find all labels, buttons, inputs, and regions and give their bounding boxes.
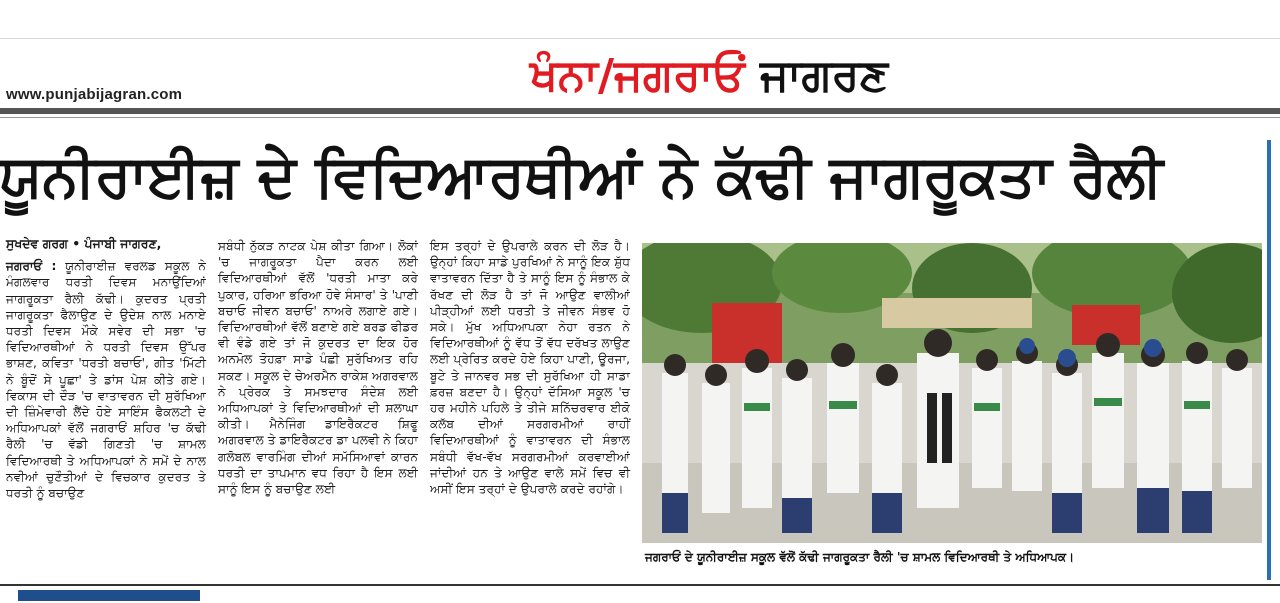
- page-edge-accent: [1267, 140, 1271, 580]
- photo-caption: ਜਗਰਾਓਂ ਦੇ ਯੂਨੀਰਾਈਜ਼ ਸਕੂਲ ਵੱਲੋਂ ਕੱਢੀ ਜਾਗਰੂਕਤਾ ਰੈਲੀ 'ਚ ਸ਼ਾਮਲ ਵਿਦਿਆਰਥੀ ਤੇ ਅਧਿਆਪਕ।: [645, 550, 1075, 564]
- article-column-1: [6, 236, 206, 501]
- top-margin: [0, 0, 1280, 39]
- next-section-tab: [18, 590, 200, 601]
- article-dateline: ਜਗਰਾਓਂ :: [6, 259, 57, 274]
- masthead-paper-name: ਜਾਗਰਣ: [760, 50, 888, 101]
- masthead-rule: [0, 108, 1280, 114]
- masthead: [530, 48, 888, 104]
- article-column-2: [218, 238, 418, 497]
- rally-photo-illustration: [642, 243, 1262, 543]
- article-byline: ਸੁਖਦੇਵ ਗਰਗ • ਪੰਜਾਬੀ ਜਾਗਰਣ,: [6, 236, 162, 251]
- rally-photo: [642, 243, 1262, 543]
- article-body-column-2: ਸਬੰਧੀ ਨੁੱਕੜ ਨਾਟਕ ਪੇਸ਼ ਕੀਤਾ ਗਿਆ। ਲੋਕਾਂ 'ਚ ਜਾਗਰੂਕਤਾ ਪੈਦਾ ਕਰਨ ਲਈ ਵਿਦਿਆਰਥੀਆਂ ਵੱਲੋਂ 'ਧਰਤੀ ਮਾਤਾ ਕਰੇ ਪੁਕਾਰ, ਹਰਿਆ ਭਰਿਆ ਹੋਵੇ ਸੰਸਾਰ' ਤੇ 'ਪਾਣੀ ਬਚਾਓ ਜੀਵਨ ਬਚਾਓ' ਨਾਅਰੇ ਲਗਾਏ ਗਏ। ਵਿਦਿਆਰਥੀਆਂ ਵੱਲੋਂ ਬਣਾਏ ਗਏ ਬਰਡ ਫੀਡਰ ਵੀ ਵੰਡੇ ਗਏ ਤਾਂ ਜੋ ਕੁਦਰਤ ਦਾ ਇਕ ਹੋਰ ਅਨਮੋਲ ਤੋਹਫ਼ਾ ਸਾਡੇ ਪੰਛੀ ਸੁਰੱਖਿਅਤ ਰਹਿ ਸਕਣ। ਸਕੂਲ ਦੇ ਚੇਅਰਮੈਨ ਰਾਕੇਸ਼ ਅਗਰਵਾਲ ਨੇ ਪ੍ਰੇਰਕ ਤੇ ਸਮਝਦਾਰ ਸੰਦੇਸ਼ ਲਈ ਅਧਿਆਪਕਾਂ ਤੇ ਵਿਦਿਆਰਥੀਆਂ ਦੀ ਸ਼ਲਾਘਾ ਕੀਤੀ। ਮੈਨੇਜਿੰਗ ਡਾਇਰੈਕਟਰ ਸ਼ਿਫੂ ਅਗਰਵਾਲ ਤੇ ਡਾਇਰੈਕਟਰ ਡਾ ਪਲਵੀ ਨੇ ਕਿਹਾ ਗਲੋਬਲ ਵਾਰਮਿੰਗ ਦੀਆਂ ਸਮੱਸਿਆਵਾਂ ਕਾਰਨ ਧਰਤੀ ਦਾ ਤਾਪਮਾਨ ਵਧ ਰਿਹਾ ਹੈ ਇਸ ਲਈ ਸਾਨੂੰ ਇਸ ਨੂੰ ਬਚਾਉਣ ਲਈ: [218, 239, 418, 497]
- masthead-thin-rule: [0, 117, 1280, 118]
- masthead-city: ਖੰਨਾ/ਜਗਰਾਓਂ: [530, 50, 745, 101]
- website-url[interactable]: www.punjabijagran.com: [6, 86, 183, 103]
- article-column-3: [430, 238, 630, 497]
- article-headline: ਯੂਨੀਰਾਈਜ਼ ਦੇ ਵਿਦਿਆਰਥੀਆਂ ਨੇ ਕੱਢੀ ਜਾਗਰੂਕਤਾ ਰੈਲੀ: [0, 142, 1163, 210]
- article-body-column-3: ਇਸ ਤਰ੍ਹਾਂ ਦੇ ਉਪਰਾਲੇ ਕਰਨ ਦੀ ਲੋੜ ਹੈ। ਉਨ੍ਹਾਂ ਕਿਹਾ ਸਾਡੇ ਪੁਰਖਿਆਂ ਨੇ ਸਾਨੂੰ ਇਕ ਸ਼ੁੱਧ ਵਾਤਾਵਰਨ ਦਿੱਤਾ ਹੈ ਤੇ ਸਾਨੂੰ ਇਸ ਨੂੰ ਸੰਭਾਲ ਕੇ ਰੱਖਣ ਦੀ ਲੋੜ ਹੈ ਤਾਂ ਜੋ ਆਉਣ ਵਾਲੀਆਂ ਪੀੜ੍ਹੀਆਂ ਲਈ ਧਰਤੀ ਤੇ ਜੀਵਨ ਸੰਭਵ ਹੋ ਸਕੇ। ਮੁੱਖ ਅਧਿਆਪਕਾ ਨੇਹਾ ਰਤਨ ਨੇ ਵਿਦਿਆਰਥੀਆਂ ਨੂੰ ਵੱਧ ਤੋਂ ਵੱਧ ਦਰੱਖਤ ਲਾਉਣ ਲਈ ਪ੍ਰੇਰਿਤ ਕਰਦੇ ਹੋਏ ਕਿਹਾ ਪਾਣੀ, ਊਰਜਾ, ਬੂਟੇ ਤੇ ਜਾਨਵਰ ਸਭ ਦੀ ਸੁਰੱਖਿਆ ਹੀ ਸਾਡਾ ਫ਼ਰਜ਼ ਬਣਦਾ ਹੈ। ਉਨ੍ਹਾਂ ਦੱਸਿਆ ਸਕੂਲ 'ਚ ਹਰ ਮਹੀਨੇ ਪਹਿਲੇ ਤੇ ਤੀਜੇ ਸ਼ਨਿੱਚਰਵਾਰ ਈਕੋ ਕਲੱਬ ਦੀਆਂ ਸਰਗਰਮੀਆਂ ਰਾਹੀਂ ਵਿਦਿਆਰਥੀਆਂ ਨੂੰ ਵਾਤਾਵਰਨ ਦੀ ਸੰਭਾਲ ਸਬੰਧੀ ਵੱਖ-ਵੱਖ ਸਰਗਰਮੀਆਂ ਕਰਵਾਈਆਂ ਜਾਂਦੀਆਂ ਹਨ ਤੇ ਆਉਣ ਵਾਲੇ ਸਮੇਂ ਵਿਚ ਵੀ ਅਸੀਂ ਇਸ ਤਰ੍ਹਾਂ ਦੇ ਉਪਰਾਲੇ ਕਰਦੇ ਰਹਾਂਗੇ।: [430, 239, 630, 497]
- article-body-column-1: ਯੂਨੀਰਾਈਜ਼ ਵਰਲਡ ਸਕੂਲ ਨੇ ਮੰਗਲਵਾਰ ਧਰਤੀ ਦਿਵਸ ਮਨਾਉਂਦਿਆਂ ਜਾਗਰੂਕਤਾ ਰੈਲੀ ਕੱਢੀ। ਕੁਦਰਤ ਪ੍ਰਤੀ ਜਾਗਰੂਕਤਾ ਫੈਲਾਉਣ ਦੇ ਉਦੇਸ਼ ਨਾਲ ਮਨਾਏ ਧਰਤੀ ਦਿਵਸ ਮੌਕੇ ਸਵੇਰ ਦੀ ਸਭਾ 'ਚ ਵਿਦਿਆਰਥੀਆਂ ਨੇ ਧਰਤੀ ਦਿਵਸ ਉੱਪਰ ਭਾਸ਼ਣ, ਕਵਿਤਾ 'ਧਰਤੀ ਬਚਾਓ', ਗੀਤ 'ਮਿੱਟੀ ਨੇ ਬੂੰਦੋਂ ਸੇ ਪੂਛਾ' ਤੇ ਡਾਂਸ ਪੇਸ਼ ਕੀਤੇ ਗਏ। ਵਿਕਾਸ ਦੀ ਦੌੜ 'ਚ ਵਾਤਾਵਰਨ ਦੀ ਸੁਰੱਖਿਆ ਦੀ ਜ਼ਿੰਮੇਵਾਰੀ ਲੈਂਦੇ ਹੋਏ ਸਾਇੰਸ ਫੈਕਲਟੀ ਦੇ ਅਧਿਆਪਕਾਂ ਵੱਲੋਂ ਜਗਰਾਓਂ ਸ਼ਹਿਰ 'ਚ ਕੱਢੀ ਰੈਲੀ 'ਚ ਵੱਡੀ ਗਿਣਤੀ 'ਚ ਸ਼ਾਮਲ ਵਿਦਿਆਰਥੀ ਤੇ ਅਧਿਆਪਕਾਂ ਨੇ ਸਮੇਂ ਦੇ ਨਾਲ ਨਵੀਆਂ ਚੁਣੌਤੀਆਂ ਦੇ ਵਿਚਕਾਰ ਕੁਦਰਤ ਤੇ ਧਰਤੀ ਨੂੰ ਬਚਾਉਣ: [6, 259, 206, 501]
